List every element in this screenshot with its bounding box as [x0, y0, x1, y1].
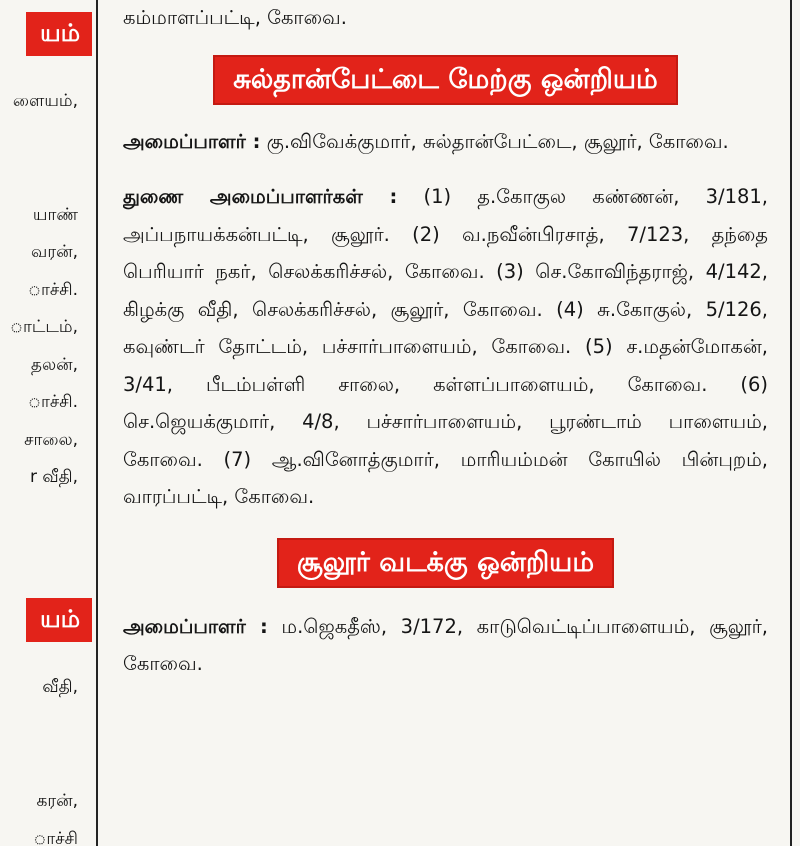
section-heading-sulur-north: சூலூர் வடக்கு ஒன்றியம் [277, 538, 614, 588]
left-text-fragment: வரன், [31, 242, 78, 262]
organizer-paragraph [123, 608, 768, 683]
left-text-fragment: சாலை, [24, 430, 78, 450]
left-text-fragment: கரன், [36, 791, 78, 811]
column-divider [96, 0, 98, 846]
left-text-fragment: ாச்சி [33, 829, 78, 846]
organizer-text: ம.ஜெகதீஸ், 3/172, காடுவெட்டிப்பாளையம், சூலூர், கோவை. [123, 614, 768, 675]
intro-line: கம்மாளப்பட்டி, கோவை. [123, 6, 347, 29]
left-text-fragment: ளையம், [12, 91, 78, 111]
left-column-fragment [0, 0, 92, 846]
organizer-text: கு.விவேக்குமார், சுல்தான்பேட்டை, சூலூர், கோவை. [266, 129, 729, 153]
left-text-fragment: r வீதி, [30, 467, 78, 487]
left-text-fragment: ாச்சி. [28, 280, 78, 300]
main-article-column [123, 0, 768, 846]
left-text-fragment: ாச்சி. [28, 392, 78, 412]
deputy-text: (1) த.கோகுல கண்ணன், 3/181, அப்பநாயக்கன்பட்டி, சூலூர். (2) வ.நவீன்பிரசாத், 7/123, தந்தை பெரியார் நகர், செலக்கரிச்சல், கோவை. (3) செ.கோவிந்தராஜ், 4/142, கிழக்கு வீதி, செலக்கரிச்சல், சூலூர், கோவை. (4) சு.கோகுல், 5/126, கவுண்டர் தோட்டம், பச்சார்பாளையம், கோவை. (5) ச.மதன்மோகன், 3/41, பீடம்பள்ளி சாலை, கள்ளப்பாளையம், கோவை. (6) செ.ஜெயக்குமார், 4/8, பச்சார்பாளையம், பூரண்டாம் பாளையம், கோவை. (7) ஆ.வினோத்குமார், மாரியம்மன் கோயில் பின்புறம், வாரப்பட்டி, கோவை. [123, 185, 768, 508]
section-heading-wrap [123, 55, 768, 105]
left-section-heading-top: யம் [26, 12, 92, 56]
organizer-paragraph [123, 123, 768, 161]
left-text-fragment: யாண் [32, 205, 78, 225]
left-text-fragment: வீதி, [42, 677, 78, 697]
deputy-organizers-paragraph [123, 178, 768, 516]
section-heading-sultanpet-west: சுல்தான்பேட்டை மேற்கு ஒன்றியம் [213, 55, 678, 105]
organizer-label: அமைப்பாளர் : [123, 129, 261, 153]
left-section-heading-mid: யம் [26, 598, 92, 642]
section-heading-wrap [123, 538, 768, 588]
left-text-fragment: தலன், [30, 355, 78, 375]
deputy-label: துணை அமைப்பாளர்கள் : [123, 185, 398, 208]
left-text-fragment: ாட்டம், [10, 317, 78, 337]
column-divider-right [790, 0, 792, 846]
organizer-label: அமைப்பாளர் : [123, 614, 268, 638]
